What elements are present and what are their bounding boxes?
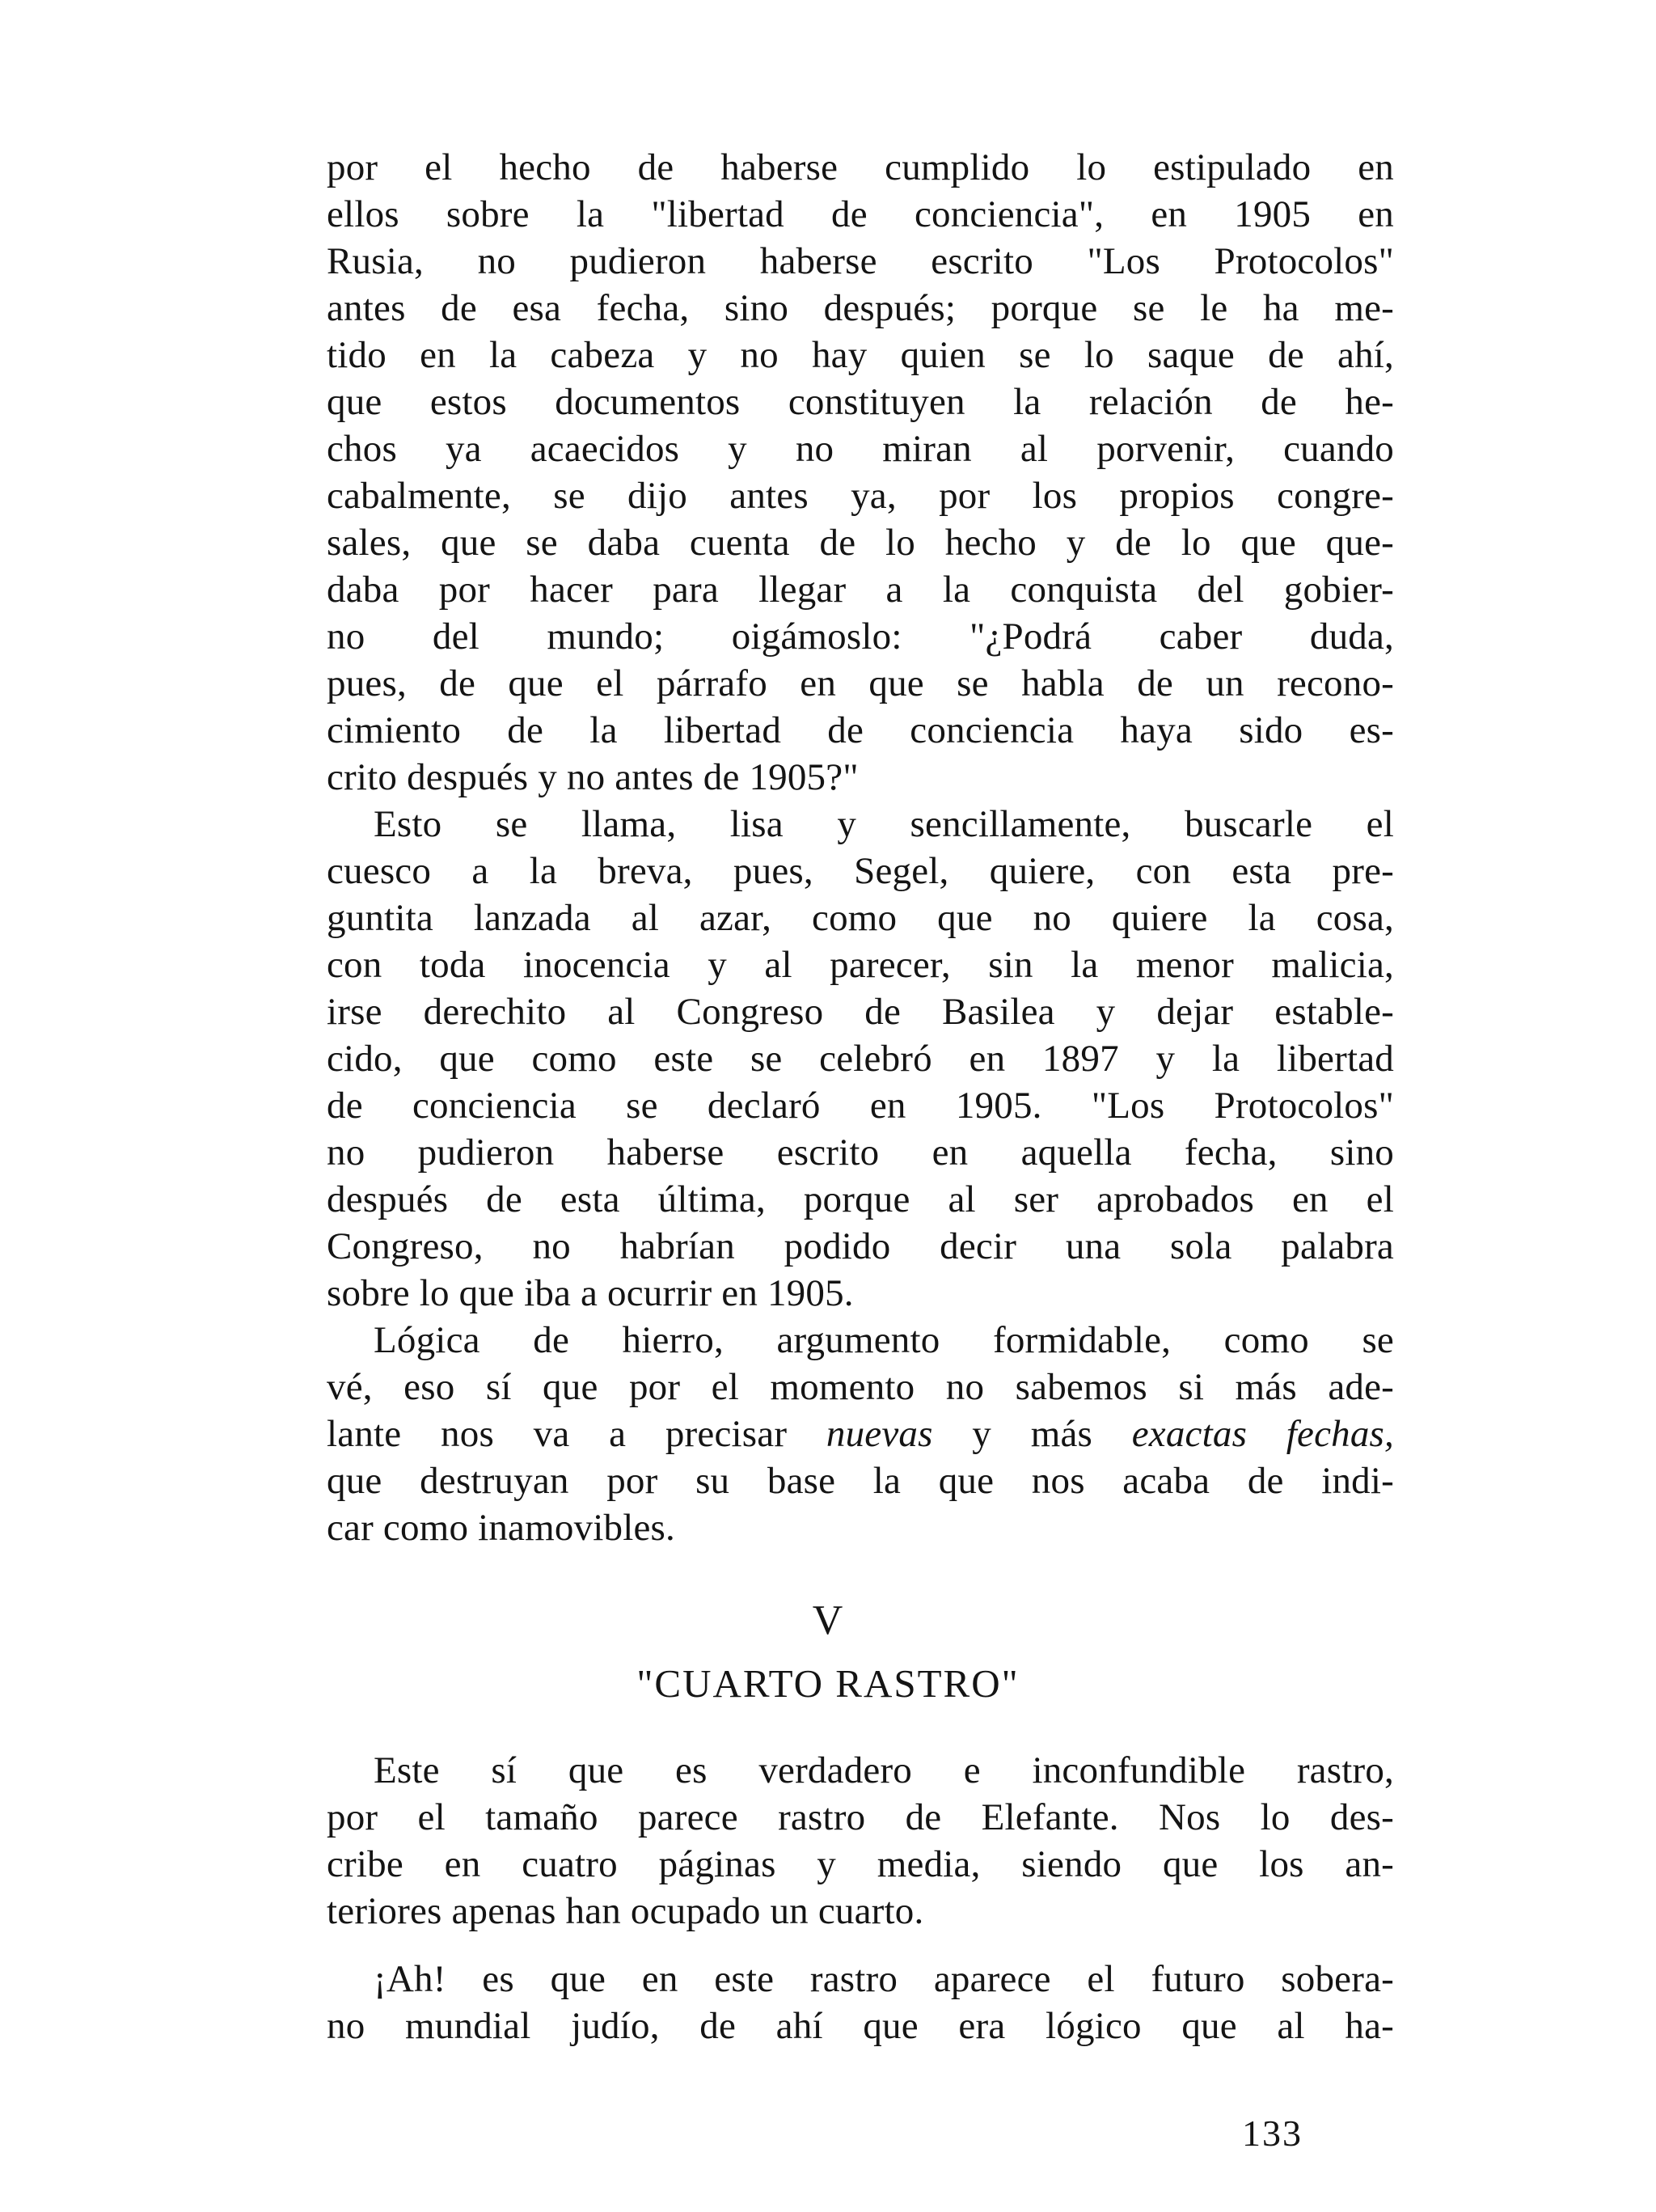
text-line: antes de esa fecha, sino después; porque se le ha me-	[327, 287, 1394, 329]
text-line: Este sí que es verdadero e inconfundible rastro,	[374, 1749, 1394, 1791]
italic-text: nuevas	[826, 1413, 933, 1455]
text-line: daba por hacer para llegar a la conquista del gobier-	[327, 569, 1394, 611]
page-number: 133	[1242, 2113, 1303, 2154]
text-line: cabalmente, se dijo antes ya, por los propios congre-	[327, 475, 1394, 517]
text-segment: y más	[932, 1413, 1132, 1455]
text-line-with-italics	[327, 1411, 1394, 1457]
text-line: con toda inocencia y al parecer, sin la menor malicia,	[327, 944, 1394, 986]
text-line: pues, de que el párrafo en que se habla de un recono-	[327, 662, 1394, 704]
chapter-heading: "CUARTO RASTRO"	[636, 1661, 1020, 1706]
text-line: car como inamovibles.	[327, 1507, 675, 1549]
text-line: no pudieron haberse escrito en aquella fecha, sino	[327, 1131, 1394, 1174]
text-line: cido, que como este se celebró en 1897 y la libertad	[327, 1038, 1394, 1080]
text-line: que estos documentos constituyen la relación de he-	[327, 381, 1394, 423]
text-line: tido en la cabeza y no hay quien se lo saque de ahí,	[327, 334, 1394, 376]
text-line: crito después y no antes de 1905?"	[327, 756, 859, 798]
text-line: que destruyan por su base la que nos acaba de indi-	[327, 1460, 1394, 1502]
text-line: sobre lo que iba a ocurrir en 1905.	[327, 1272, 854, 1314]
text-line: Congreso, no habrían podido decir una sola palabra	[327, 1225, 1394, 1267]
text-line: no del mundo; oigámoslo: "¿Podrá caber duda,	[327, 615, 1394, 658]
text-line: ¡Ah! es que en este rastro aparece el futuro sobera-	[374, 1958, 1394, 2000]
text-line: guntita lanzada al azar, como que no quiere la cosa,	[327, 897, 1394, 939]
text-line: Esto se llama, lisa y sencillamente, buscarle el	[374, 803, 1394, 845]
text-line: Lógica de hierro, argumento formidable, como se	[374, 1319, 1394, 1361]
text-line: de conciencia se declaró en 1905. "Los Protocolos"	[327, 1085, 1394, 1127]
text-line: cimiento de la libertad de conciencia haya sido es-	[327, 709, 1394, 751]
text-line: chos ya acaecidos y no miran al porvenir, cuando	[327, 428, 1394, 470]
text-line: por el tamaño parece rastro de Elefante. Nos lo des-	[327, 1796, 1394, 1838]
text-line: vé, eso sí que por el momento no sabemos si más ade-	[327, 1366, 1394, 1408]
text-line: no mundial judío, de ahí que era lógico que al ha-	[327, 2005, 1394, 2047]
text-line: después de esta última, porque al ser aprobados en el	[327, 1178, 1394, 1220]
text-line: irse derechito al Congreso de Basilea y dejar estable-	[327, 991, 1394, 1033]
text-line: cuesco a la breva, pues, Segel, quiere, con esta pre-	[327, 850, 1394, 892]
paragraph-group-1	[327, 144, 1394, 1551]
paragraph-group-3	[327, 1956, 1394, 2049]
chapter-numeral: V	[812, 1597, 844, 1643]
text-line: por el hecho de haberse cumplido lo estipulado en	[327, 146, 1394, 188]
italic-text: exactas fechas,	[1131, 1413, 1394, 1455]
paragraph-group-2	[327, 1747, 1394, 1935]
text-line: sales, que se daba cuenta de lo hecho y de lo que que-	[327, 522, 1394, 564]
text-line: cribe en cuatro páginas y media, siendo que los an-	[327, 1843, 1394, 1885]
text-line: Rusia, no pudieron haberse escrito "Los Protocolos"	[327, 240, 1394, 282]
text-segment: lante nos va a precisar	[327, 1413, 826, 1455]
text-line: ellos sobre la "libertad de conciencia", en 1905 en	[327, 193, 1394, 235]
text-line: teriores apenas han ocupado un cuarto.	[327, 1890, 924, 1932]
